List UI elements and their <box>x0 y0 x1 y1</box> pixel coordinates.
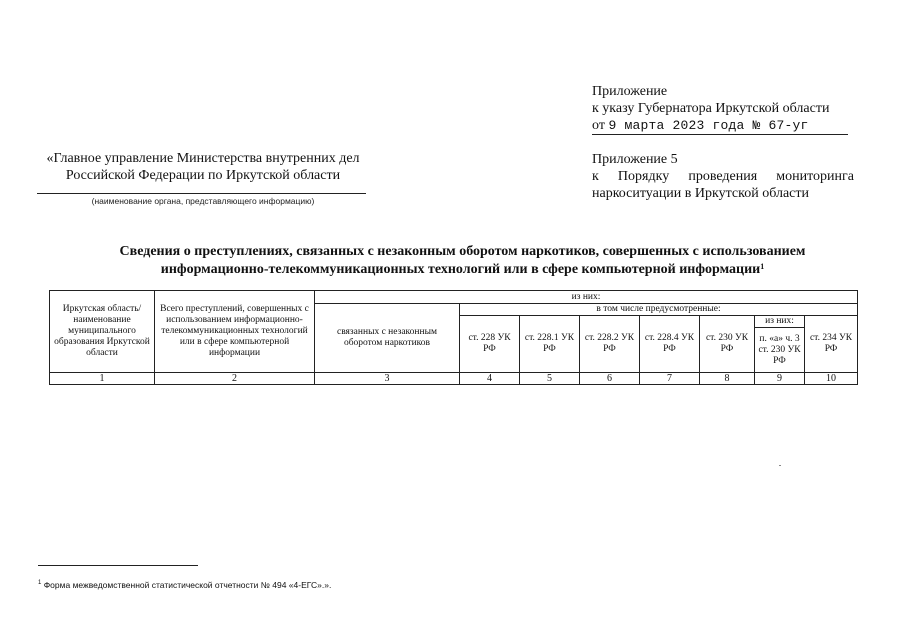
date-prefix: от <box>592 118 605 133</box>
column-number: 9 <box>755 373 805 385</box>
header-art-228-4: ст. 228.4 УК РФ <box>640 316 700 373</box>
column-number: 6 <box>580 373 640 385</box>
appendix-date-line <box>592 117 848 135</box>
appendix5-line2: к Порядку проведения мониторинга <box>592 169 854 184</box>
appendix-title: Приложение <box>592 84 668 99</box>
header-total: Всего преступлений, совершенных с использованием информационно-телекоммуникационных технологий или в сфере компьютерной информации <box>155 291 315 373</box>
organization-name: «Главное управление Министерства внутренних дел Российской Федерации по Иркутской области <box>46 151 360 183</box>
header-of-them-sub: из них: <box>755 316 805 328</box>
appendix5-title: Приложение 5 <box>592 152 678 167</box>
column-number: 1 <box>50 373 155 385</box>
header-art-230-p3: п. «а» ч. 3 ст. 230 УК РФ <box>755 328 805 373</box>
header-art-228: ст. 228 УК РФ <box>460 316 520 373</box>
title-line1: Сведения о преступлениях, связанных с незаконным оборотом наркотиков, совершенных с использованием <box>119 244 806 259</box>
organization-underline <box>37 193 366 194</box>
appendix-decree: к указу Губернатора Иркутской области <box>592 101 830 116</box>
column-number: 5 <box>520 373 580 385</box>
column-number: 4 <box>460 373 520 385</box>
document-title <box>40 243 885 279</box>
statistics-table <box>49 290 858 385</box>
column-number-row <box>50 373 858 385</box>
header-art-228-2: ст. 228.2 УК РФ <box>580 316 640 373</box>
header-region: Иркутская область/ наименование муниципального образования Иркутской области <box>50 291 155 373</box>
header-drug-related: связанных с незаконным оборотом наркотиков <box>315 304 460 373</box>
header-including: в том числе предусмотренные: <box>460 304 858 316</box>
scan-speck <box>779 465 781 466</box>
header-art-228-1: ст. 228.1 УК РФ <box>520 316 580 373</box>
appendix5-block <box>592 151 854 202</box>
footnote-rule <box>38 565 198 566</box>
column-number: 7 <box>640 373 700 385</box>
column-number: 8 <box>700 373 755 385</box>
footnote-text: Форма межведомственной статистической отчетности № 494 «4-ЕГС».». <box>43 580 332 590</box>
header-of-them: из них: <box>315 291 858 304</box>
date-value: 9 марта 2023 года № 67-уг <box>608 118 809 133</box>
footnote <box>38 580 331 590</box>
title-line2-text: информационно-телекоммуникационных технологий или в сфере компьютерной информации <box>160 262 761 277</box>
column-number: 2 <box>155 373 315 385</box>
appendix-block <box>592 83 862 135</box>
header-art-234: ст. 234 УК РФ <box>805 316 858 373</box>
title-line2 <box>40 261 885 279</box>
footnote-mark: 1 <box>38 580 42 587</box>
column-number: 3 <box>315 373 460 385</box>
organization-caption: (наименование органа, представляющего информацию) <box>91 196 315 206</box>
title-footnote-mark: 1 <box>760 262 765 271</box>
appendix5-line3: наркоситуации в Иркутской области <box>592 186 809 201</box>
header-art-230: ст. 230 УК РФ <box>700 316 755 373</box>
column-number: 10 <box>805 373 858 385</box>
